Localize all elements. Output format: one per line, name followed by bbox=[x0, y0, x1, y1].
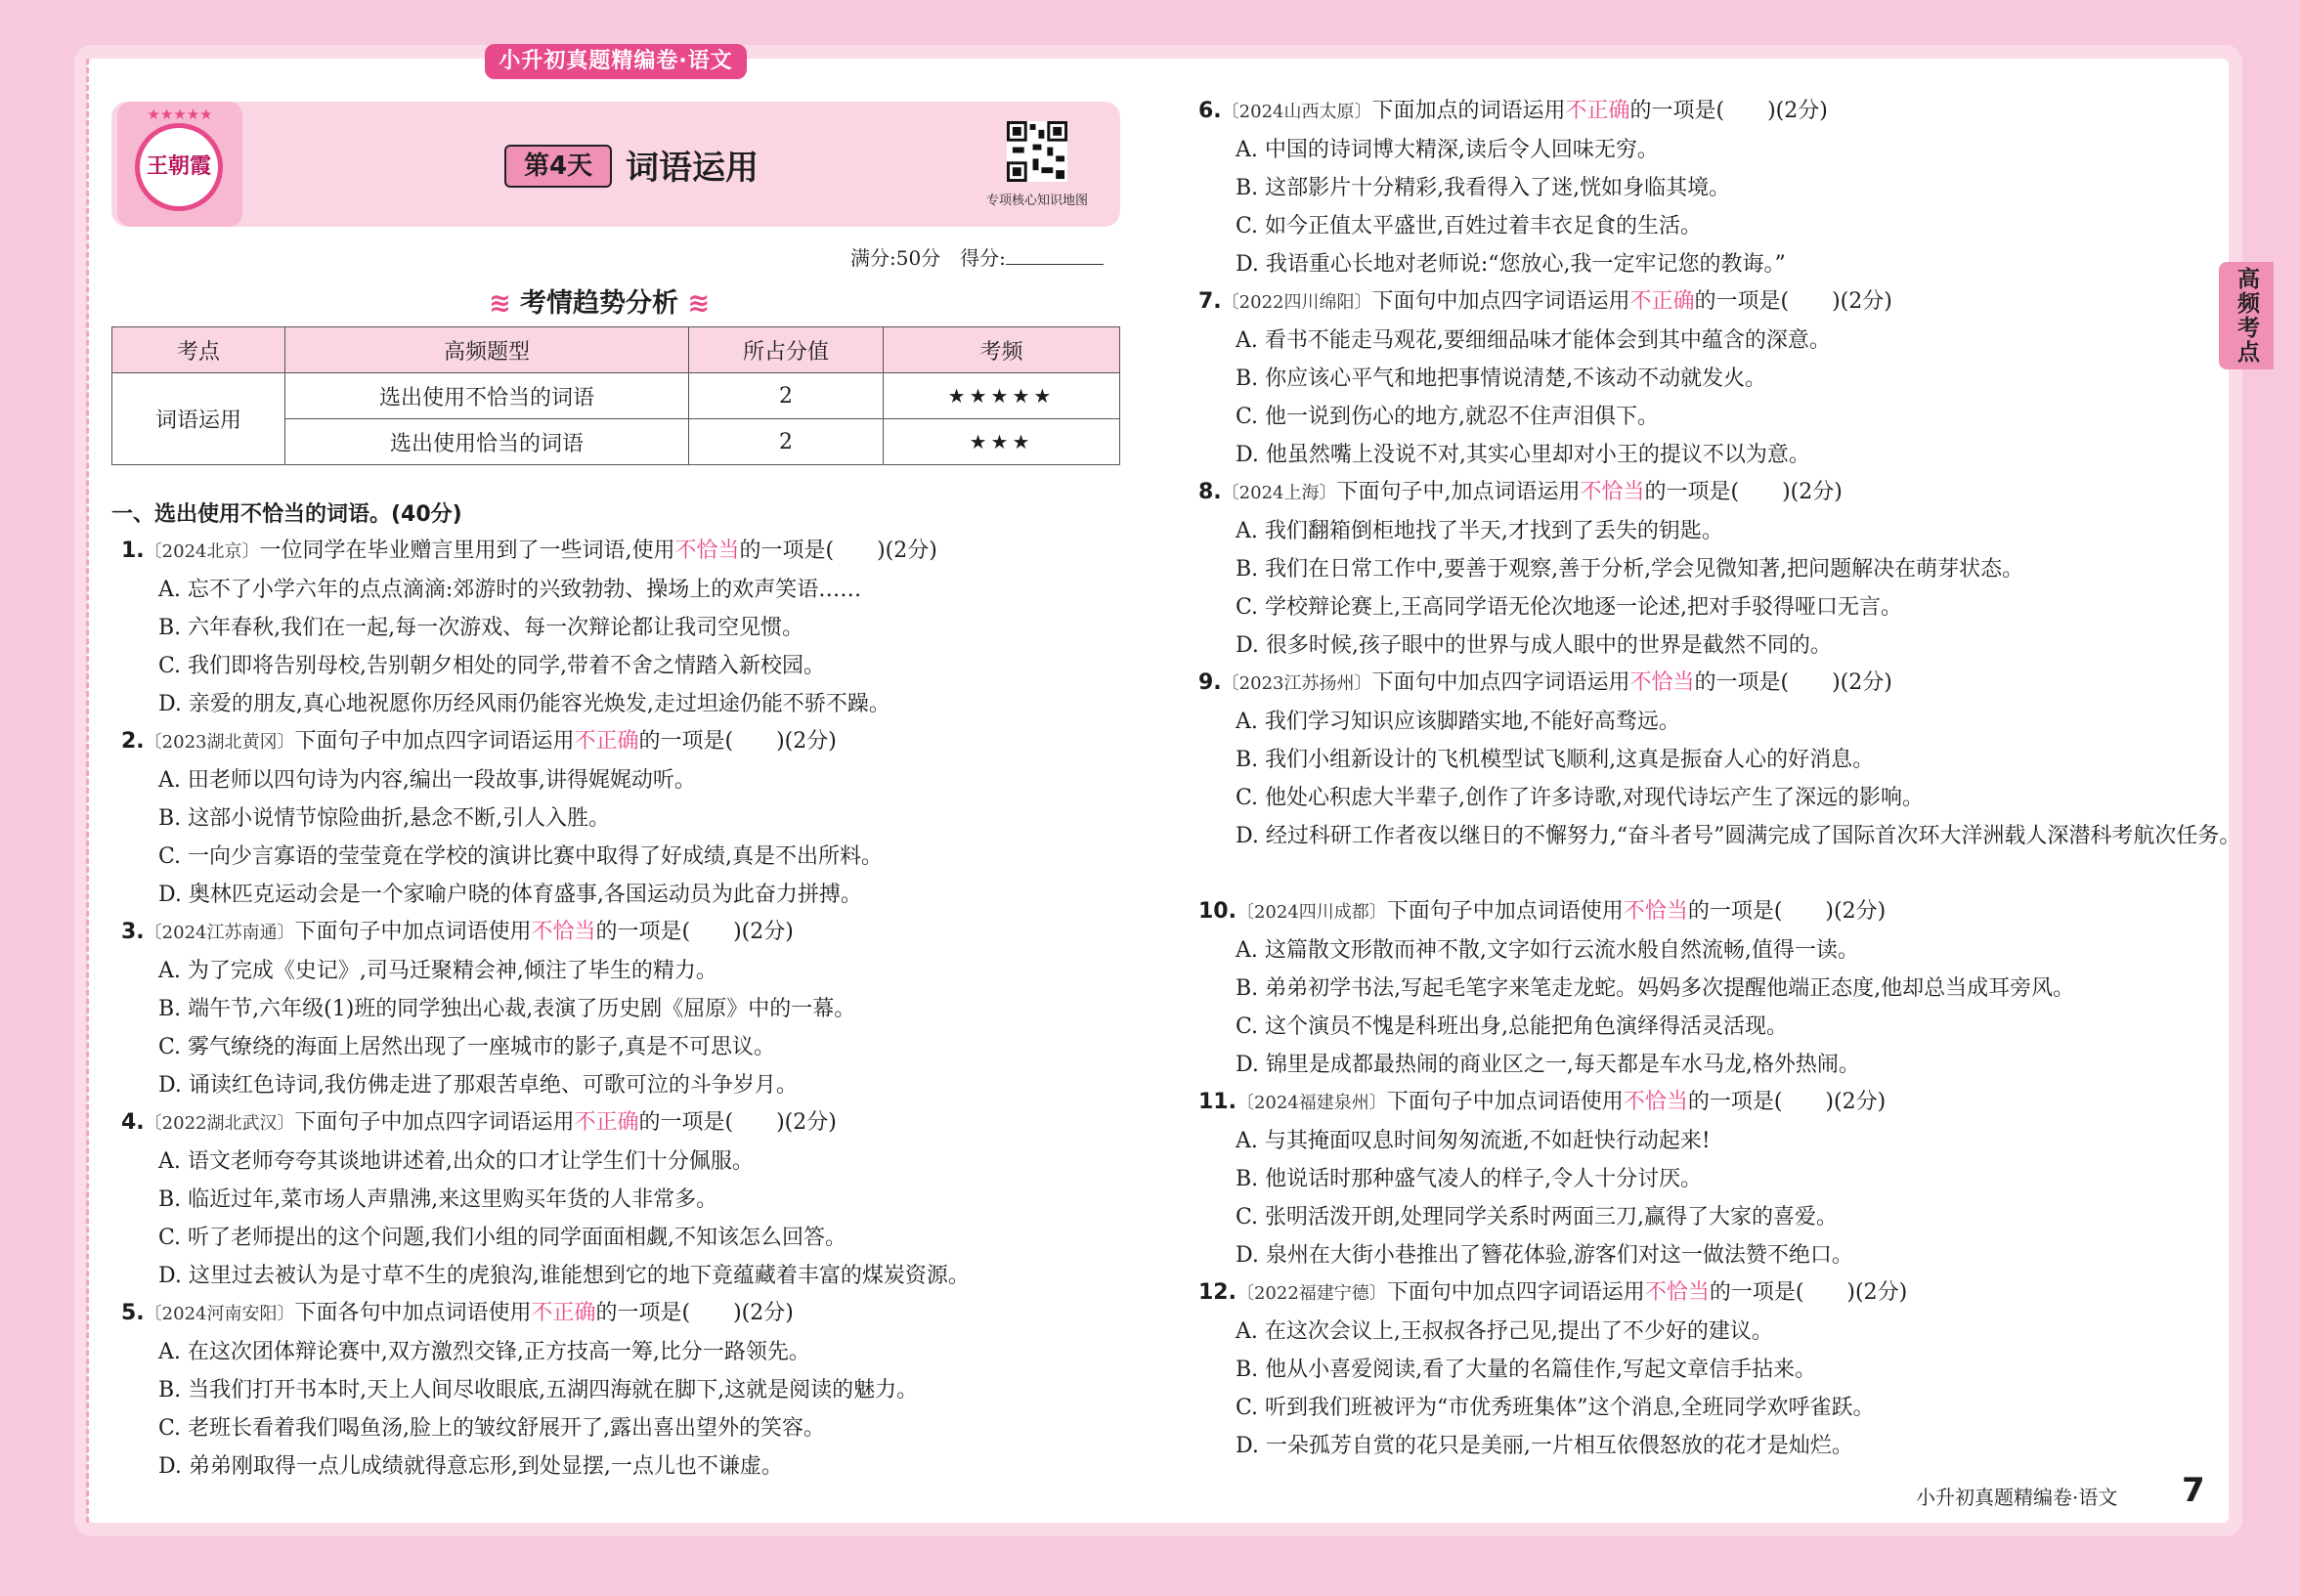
question-5 bbox=[121, 1294, 918, 1486]
question-4 bbox=[121, 1103, 970, 1295]
question-keyword: 不正确 bbox=[1629, 289, 1695, 314]
answer-option[interactable]: D. 他虽然嘴上没说不对,其实心里却对小王的提议不以为意。 bbox=[1236, 443, 1810, 467]
trend-table bbox=[111, 326, 1120, 465]
score-cell: 2 bbox=[689, 373, 884, 419]
question-stem bbox=[121, 913, 855, 952]
answer-option[interactable]: B. 六年春秋,我们在一起,每一次游戏、每一次辩论都让我司空见惯。 bbox=[158, 616, 804, 640]
answer-option[interactable]: C. 这个演员不愧是科班出身,总能把角色演绎得活灵活现。 bbox=[1236, 1014, 1789, 1039]
question-source: 〔2024江苏南通〕 bbox=[144, 923, 295, 943]
question-tail: 的一项是( )(2分) bbox=[638, 1110, 837, 1135]
answer-option[interactable]: C. 听了老师提出的这个问题,我们小组的同学面面相觑,不知该怎么回答。 bbox=[158, 1226, 847, 1250]
question-tail: 的一项是( )(2分) bbox=[1644, 480, 1843, 504]
binding-line bbox=[86, 59, 89, 1523]
question-number: 8. bbox=[1198, 480, 1222, 504]
question-1 bbox=[121, 532, 937, 723]
answer-option[interactable]: D. 经过科研工作者夜以继日的不懈努力,“奋斗者号”圆满完成了国际首次环大洋洲载人深潜科考航次任务。 bbox=[1236, 824, 2241, 848]
answer-option[interactable]: B. 弟弟初学书法,写起毛笔字来笔走龙蛇。妈妈多次提醒他端正态度,他却总当成耳旁风。 bbox=[1236, 976, 2075, 1001]
topic-cell: 词语运用 bbox=[112, 373, 285, 465]
answer-option[interactable]: D. 奥林匹克运动会是一个家喻户晓的体育盛事,各国运动员为此奋力拼搏。 bbox=[158, 883, 862, 907]
question-2 bbox=[121, 722, 883, 914]
question-keyword: 不正确 bbox=[574, 1110, 639, 1135]
question-tail: 的一项是( )(2分) bbox=[1629, 99, 1828, 123]
question-text: 下面句子中加点四字词语运用 bbox=[294, 1110, 575, 1135]
table-header-row bbox=[112, 327, 1120, 373]
question-stem bbox=[1198, 892, 2074, 931]
question-tail: 的一项是( )(2分) bbox=[739, 539, 937, 563]
question-text: 一位同学在毕业赠言里用到了一些词语,使用 bbox=[259, 539, 675, 563]
question-source: 〔2023湖北黄冈〕 bbox=[144, 732, 295, 753]
question-text: 下面句子中加点词语使用 bbox=[294, 920, 532, 944]
question-source: 〔2024河南安阳〕 bbox=[144, 1304, 295, 1324]
answer-option[interactable]: D. 泉州在大街小巷推出了簪花体验,游客们对这一做法赞不绝口。 bbox=[1236, 1243, 1853, 1268]
question-text: 下面句中加点四字词语运用 bbox=[1371, 289, 1630, 314]
answer-option[interactable]: C. 如今正值太平盛世,百姓过着丰衣足食的生活。 bbox=[1236, 214, 1703, 238]
score-cell: 2 bbox=[689, 419, 884, 465]
trend-title bbox=[489, 281, 710, 320]
type-cell: 选出使用恰当的词语 bbox=[285, 419, 689, 465]
question-6 bbox=[1198, 92, 1828, 283]
answer-option[interactable]: D. 一朵孤芳自赏的花只是美丽,一片相互依偎怒放的花才是灿烂。 bbox=[1236, 1434, 1853, 1458]
answer-option[interactable]: B. 我们在日常工作中,要善于观察,善于分析,学会见微知著,把问题解决在萌芽状态。 bbox=[1236, 557, 2024, 582]
logo-text: 王朝霞 bbox=[146, 153, 211, 179]
question-keyword: 不恰当 bbox=[674, 539, 740, 563]
question-keyword: 不恰当 bbox=[1644, 1280, 1710, 1305]
frequency-stars-icon: ★★★★★ bbox=[884, 373, 1120, 419]
question-8 bbox=[1198, 473, 2023, 665]
question-number: 2. bbox=[121, 729, 145, 754]
trend-title-text: 考情趋势分析 bbox=[520, 288, 679, 319]
question-text: 下面各句中加点词语使用 bbox=[294, 1301, 532, 1325]
question-stem bbox=[121, 532, 937, 571]
answer-option[interactable]: A. 看书不能走马观花,要细细品味才能体会到其中蕴含的深意。 bbox=[1236, 328, 1831, 353]
question-tail: 的一项是( )(2分) bbox=[1687, 1090, 1887, 1114]
book-title-tab: 小升初真题精编卷·语文 bbox=[485, 44, 747, 79]
side-section-tab: 高频考点 bbox=[2219, 262, 2274, 369]
chapter-header bbox=[111, 102, 1120, 227]
answer-option[interactable]: A. 语文老师夸夸其谈地讲述着,出众的口才让学生们十分佩服。 bbox=[158, 1149, 754, 1174]
question-tail: 的一项是( )(2分) bbox=[595, 920, 794, 944]
answer-option[interactable]: A. 我们翻箱倒柜地找了半天,才找到了丢失的钥匙。 bbox=[1236, 519, 1723, 543]
column-header: 高频题型 bbox=[285, 327, 689, 373]
question-text: 下面句子中,加点词语运用 bbox=[1336, 480, 1581, 504]
column-header: 考点 bbox=[112, 327, 285, 373]
question-source: 〔2024北京〕 bbox=[144, 541, 260, 562]
question-stem bbox=[1198, 664, 2242, 703]
chapter-title: 词语运用 bbox=[626, 149, 759, 188]
score-label: 满分:50分 得分: bbox=[850, 246, 1006, 270]
column-header: 所占分值 bbox=[689, 327, 884, 373]
question-number: 4. bbox=[121, 1110, 145, 1135]
answer-option[interactable]: D. 这里过去被认为是寸草不生的虎狼沟,谁能想到它的地下竟蕴藏着丰富的煤炭资源。 bbox=[158, 1264, 970, 1288]
answer-option[interactable]: A. 这篇散文形散而神不散,文字如行云流水般自然流畅,值得一读。 bbox=[1236, 938, 1859, 963]
answer-option[interactable]: D. 诵读红色诗词,我仿佛走进了那艰苦卓绝、可歌可泣的斗争岁月。 bbox=[158, 1073, 798, 1098]
question-source: 〔2024四川成都〕 bbox=[1236, 902, 1387, 923]
answer-option[interactable]: D. 很多时候,孩子眼中的世界与成人眼中的世界是截然不同的。 bbox=[1236, 633, 1832, 658]
answer-option[interactable]: C. 他处心积虑大半辈子,创作了许多诗歌,对现代诗坛产生了深远的影响。 bbox=[1236, 786, 1925, 810]
question-source: 〔2022四川绵阳〕 bbox=[1221, 292, 1372, 313]
question-keyword: 不正确 bbox=[574, 729, 639, 754]
question-keyword: 不恰当 bbox=[531, 920, 596, 944]
question-12 bbox=[1198, 1273, 1907, 1465]
answer-option[interactable]: D. 锦里是成都最热闹的商业区之一,每天都是车水马龙,格外热闹。 bbox=[1236, 1053, 1860, 1077]
question-tail: 的一项是( )(2分) bbox=[638, 729, 837, 754]
score-line bbox=[850, 242, 1104, 271]
question-keyword: 不恰当 bbox=[1623, 1090, 1688, 1114]
question-number: 3. bbox=[121, 920, 145, 944]
answer-option[interactable]: C. 一向少言寡语的莹莹竟在学校的演讲比赛中取得了好成绩,真是不出所料。 bbox=[158, 844, 884, 869]
frequency-stars-icon: ★★★ bbox=[884, 419, 1120, 465]
logo-stars-icon: ★★★★★ bbox=[147, 106, 213, 123]
question-tail: 的一项是( )(2分) bbox=[1687, 899, 1887, 924]
answer-option[interactable]: A. 与其掩面叹息时间匆匆流逝,不如赶快行动起来! bbox=[1236, 1129, 1711, 1153]
logo-seal bbox=[135, 123, 223, 211]
question-source: 〔2022湖北武汉〕 bbox=[144, 1113, 295, 1134]
answer-option[interactable]: A. 在这次团体辩论赛中,双方激烈交锋,正方技高一筹,比分一路领先。 bbox=[158, 1340, 810, 1364]
question-stem bbox=[121, 1294, 918, 1333]
answer-option[interactable]: C. 雾气缭绕的海面上居然出现了一座城市的影子,真是不可思议。 bbox=[158, 1035, 776, 1059]
brand-logo bbox=[117, 102, 242, 227]
question-keyword: 不恰当 bbox=[1623, 899, 1688, 924]
question-source: 〔2023江苏扬州〕 bbox=[1221, 673, 1372, 694]
question-number: 10. bbox=[1198, 899, 1237, 924]
answer-option[interactable]: A. 田老师以四句诗为内容,编出一段故事,讲得娓娓动听。 bbox=[158, 768, 696, 793]
question-keyword: 不恰当 bbox=[1580, 480, 1645, 504]
section-heading: 一、选出使用不恰当的词语。(40分) bbox=[111, 502, 462, 527]
type-cell: 选出使用不恰当的词语 bbox=[285, 373, 689, 419]
answer-option[interactable]: B. 这部小说情节惊险曲折,悬念不断,引人入胜。 bbox=[158, 806, 611, 831]
question-keyword: 不恰当 bbox=[1629, 670, 1695, 695]
question-number: 7. bbox=[1198, 289, 1222, 314]
question-stem bbox=[121, 1103, 970, 1143]
question-tail: 的一项是( )(2分) bbox=[1709, 1280, 1908, 1305]
question-tail: 的一项是( )(2分) bbox=[1694, 670, 1892, 695]
answer-option[interactable]: A. 忘不了小学六年的点点滴滴:郊游时的兴致勃勃、操场上的欢声笑语…… bbox=[158, 578, 862, 602]
answer-option[interactable]: B. 当我们打开书本时,天上人间尽收眼底,五湖四海就在脚下,这就是阅读的魅力。 bbox=[158, 1378, 919, 1402]
answer-option[interactable]: C. 老班长看着我们喝鱼汤,脸上的皱纹舒展开了,露出喜出望外的笑容。 bbox=[158, 1416, 826, 1441]
question-number: 6. bbox=[1198, 99, 1222, 123]
question-source: 〔2024上海〕 bbox=[1221, 483, 1337, 503]
answer-option[interactable]: B. 这部影片十分精彩,我看得入了迷,恍如身临其境。 bbox=[1236, 176, 1731, 200]
wave-icon: ≋ bbox=[489, 288, 521, 319]
question-text: 下面句中加点四字词语运用 bbox=[1371, 670, 1630, 695]
answer-option[interactable]: B. 端午节,六年级(1)班的同学独出心裁,表演了历史剧《屈原》中的一幕。 bbox=[158, 997, 856, 1021]
question-source: 〔2022福建宁德〕 bbox=[1236, 1283, 1387, 1304]
question-keyword: 不正确 bbox=[531, 1301, 596, 1325]
answer-option[interactable]: C. 听到我们班被评为“市优秀班集体”这个消息,全班同学欢呼雀跃。 bbox=[1236, 1396, 1875, 1420]
question-text: 下面句中加点四字词语运用 bbox=[1386, 1280, 1645, 1305]
question-tail: 的一项是( )(2分) bbox=[595, 1301, 794, 1325]
question-number: 1. bbox=[121, 539, 145, 563]
question-source: 〔2024山西太原〕 bbox=[1221, 102, 1372, 122]
table-row bbox=[112, 373, 1120, 419]
answer-option[interactable]: C. 他一说到伤心的地方,就忍不住声泪俱下。 bbox=[1236, 405, 1660, 429]
answer-option[interactable]: C. 学校辩论赛上,王高同学语无伦次地逐一论述,把对手驳得哑口无言。 bbox=[1236, 595, 1903, 620]
answer-option[interactable]: A. 在这次会议上,王叔叔各抒己见,提出了不少好的建议。 bbox=[1236, 1319, 1773, 1344]
answer-option[interactable]: D. 亲爱的朋友,真心地祝愿你历经风雨仍能容光焕发,走过坦途仍能不骄不躁。 bbox=[158, 692, 890, 716]
answer-option[interactable]: A. 中国的诗词博大精深,读后令人回味无穷。 bbox=[1236, 138, 1659, 162]
question-text: 下面句子中加点词语使用 bbox=[1386, 1090, 1624, 1114]
question-text: 下面加点的词语运用 bbox=[1371, 99, 1566, 123]
answer-option[interactable]: B. 临近过年,菜市场人声鼎沸,来这里购买年货的人非常多。 bbox=[158, 1187, 718, 1212]
question-number: 5. bbox=[121, 1301, 145, 1325]
question-tail: 的一项是( )(2分) bbox=[1694, 289, 1892, 314]
question-text: 下面句子中加点四字词语运用 bbox=[294, 729, 575, 754]
question-number: 11. bbox=[1198, 1090, 1237, 1114]
question-stem bbox=[1198, 1273, 1907, 1313]
question-stem bbox=[121, 722, 883, 761]
question-stem bbox=[1198, 473, 2023, 512]
question-11 bbox=[1198, 1083, 1886, 1274]
qr-code-icon[interactable] bbox=[1007, 121, 1067, 182]
answer-option[interactable]: D. 我语重心长地对老师说:“您放心,我一定牢记您的教诲。” bbox=[1236, 252, 1786, 277]
answer-option[interactable]: C. 张明活泼开朗,处理同学关系时两面三刀,赢得了大家的喜爱。 bbox=[1236, 1205, 1839, 1229]
question-keyword: 不正确 bbox=[1565, 99, 1630, 123]
answer-option[interactable]: A. 我们学习知识应该脚踏实地,不能好高骛远。 bbox=[1236, 710, 1680, 734]
question-9 bbox=[1198, 664, 2242, 855]
footer-title: 小升初真题精编卷·语文 bbox=[1916, 1486, 2118, 1509]
answer-option[interactable]: B. 你应该心平气和地把事情说清楚,不该动不动就发火。 bbox=[1236, 367, 1767, 391]
answer-option[interactable]: C. 我们即将告别母校,告别朝夕相处的同学,带着不舍之情踏入新校园。 bbox=[158, 654, 826, 678]
day-badge: 第4天 bbox=[504, 145, 612, 188]
question-3 bbox=[121, 913, 855, 1104]
answer-option[interactable]: D. 弟弟刚取得一点儿成绩就得意忘形,到处显摆,一点儿也不谦虚。 bbox=[158, 1454, 783, 1479]
question-number: 9. bbox=[1198, 670, 1222, 695]
answer-option[interactable]: B. 他说话时那种盛气凌人的样子,令人十分讨厌。 bbox=[1236, 1167, 1703, 1191]
question-stem bbox=[1198, 92, 1828, 131]
question-10 bbox=[1198, 892, 2074, 1084]
wave-icon: ≋ bbox=[678, 288, 711, 319]
question-text: 下面句子中加点词语使用 bbox=[1386, 899, 1624, 924]
column-header: 考频 bbox=[884, 327, 1120, 373]
question-number: 12. bbox=[1198, 1280, 1237, 1305]
question-stem bbox=[1198, 1083, 1886, 1122]
answer-option[interactable]: A. 为了完成《史记》,司马迁聚精会神,倾注了毕生的精力。 bbox=[158, 959, 717, 983]
page-number: 7 bbox=[2182, 1471, 2205, 1510]
qr-caption: 专项核心知识地图 bbox=[985, 194, 1088, 208]
answer-option[interactable]: B. 他从小喜爱阅读,看了大量的名篇佳作,写起文章信手拈来。 bbox=[1236, 1358, 1817, 1382]
question-stem bbox=[1198, 282, 1892, 322]
answer-option[interactable]: B. 我们小组新设计的飞机模型试飞顺利,这真是振奋人心的好消息。 bbox=[1236, 748, 1875, 772]
question-7 bbox=[1198, 282, 1892, 474]
question-source: 〔2024福建泉州〕 bbox=[1236, 1093, 1387, 1113]
score-blank[interactable] bbox=[1006, 264, 1104, 265]
